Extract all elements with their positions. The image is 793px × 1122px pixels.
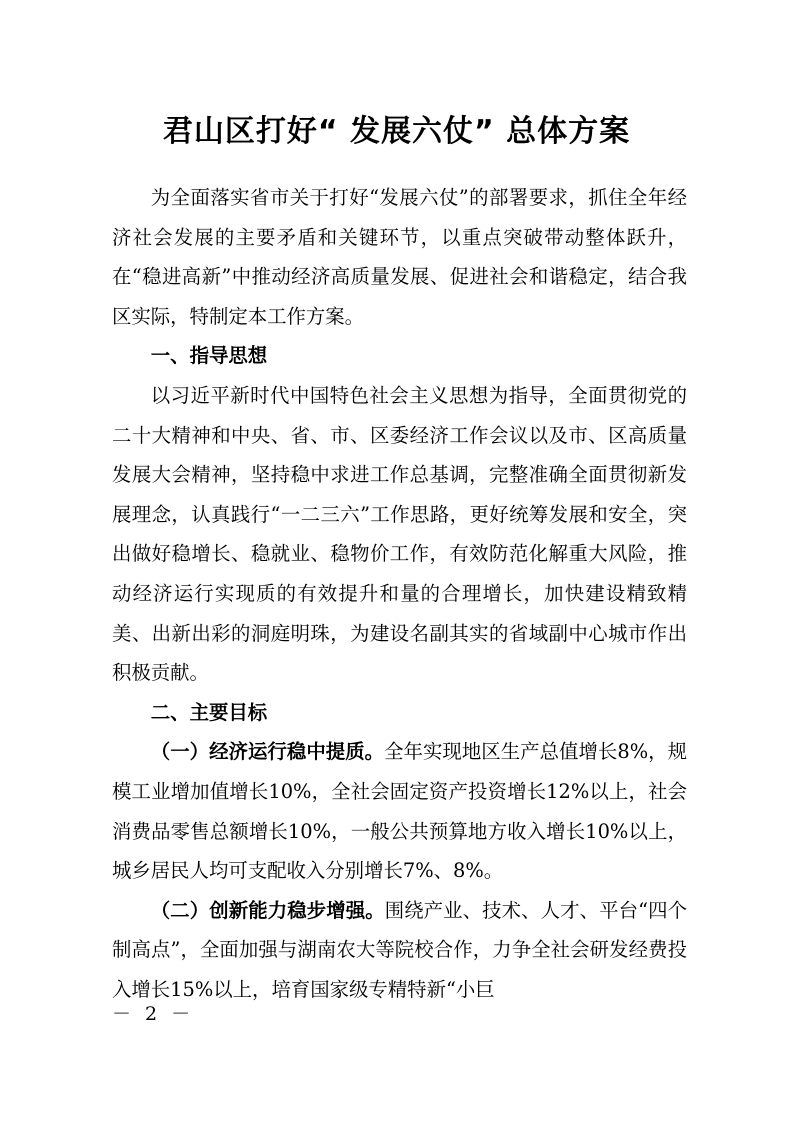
guiding-ideology-paragraph: 以习近平新时代中国特色社会主义思想为指导，全面贯彻党的二十大精神和中央、省、市、区委经济工作会议以及市、区高质量发展大会精神，坚持稳中求进工作总基调，完整准确全面贯彻新发展理念，认真践行“一二三六”工作思路，更好统筹发展和安全，突出做好稳增长、稳就业、稳物价工作，有效防范化解重大风险，推动经济运行实现质的有效提升和量的合理增长，加快建设精致精美、出新出彩的洞庭明珠，为建设名副其实的省域副中心城市作出积极贡献。 <box>112 383 687 685</box>
goal-paragraph-economy <box>112 732 687 890</box>
intro-paragraph: 为全面落实省市关于打好“发展六仗”的部署要求，抓住全年经济社会发展的主要矛盾和关键环节，以重点突破带动整体跃升，在“稳进高新”中推动经济高质量发展、促进社会和谐稳定，结合我区实际，特制定本工作方案。 <box>112 186 687 328</box>
document-title: 君山区打好“ 发展六仗” 总体方案 <box>162 114 631 149</box>
goal-text-innovation: 围绕产业、技术、人才、平台“四个制高点”，全面加强与湖南农大等院校合作，力争全社会研发经费投入增长15%以上，培育国家级专精特新“小巨 <box>112 898 687 1001</box>
goal-paragraph-innovation <box>112 891 687 1010</box>
goal-lead-innovation: （二）创新能力稳步增强。 <box>150 898 385 922</box>
document-body <box>112 178 687 1009</box>
page-number: － 2 － <box>112 1003 195 1025</box>
goal-lead-economy: （一）经济运行稳中提质。 <box>150 740 385 764</box>
goal-text-economy: 全年实现地区生产总值增长8%，规模工业增加值增长10%，全社会固定资产投资增长12%以上，社会消费品零售总额增长10%，一般公共预算地方收入增长10%以上，城乡居民人均可支配收入分别增长7%、8%。 <box>112 740 687 883</box>
section-heading-main-goals: 二、主要目标 <box>150 700 268 724</box>
section-heading-guiding-ideology: 一、指导思想 <box>150 344 268 368</box>
